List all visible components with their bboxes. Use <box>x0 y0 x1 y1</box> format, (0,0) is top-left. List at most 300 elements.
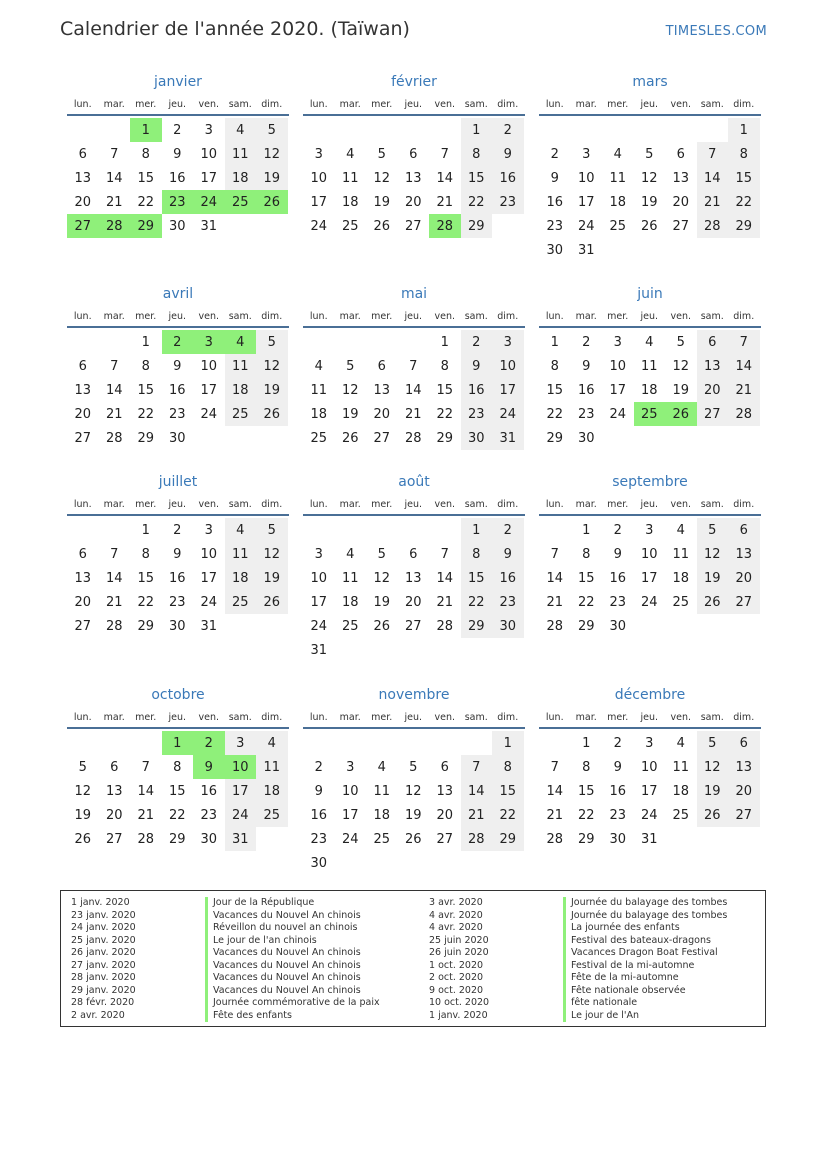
day-cell: 17 <box>492 378 524 402</box>
month-calendar <box>303 72 525 238</box>
day-cell: 11 <box>310 382 328 398</box>
day-cell: 29 <box>137 430 155 446</box>
day-cell: 13 <box>672 170 690 186</box>
day-cell: 11 <box>341 570 359 586</box>
day-cell: 26 <box>341 430 359 446</box>
holiday-name: Vacances Dragon Boat Festival <box>563 947 718 960</box>
day-cell: 2 <box>314 759 323 775</box>
day-cell: 17 <box>200 382 218 398</box>
empty-cell <box>99 330 131 354</box>
day-cell: 26 <box>256 590 288 614</box>
weekday-label: sam. <box>464 310 488 322</box>
day-cell: 10 <box>640 759 658 775</box>
weekday-label: ven. <box>434 711 455 723</box>
day-cell: 27 <box>404 218 422 234</box>
weekday-label: jeu. <box>640 498 659 510</box>
day-cell: 4 <box>377 759 386 775</box>
weekday-header <box>303 707 525 729</box>
weekday-label: lun. <box>309 711 328 723</box>
day-cell: 9 <box>173 546 182 562</box>
empty-cell <box>539 518 571 542</box>
day-cell: 7 <box>440 546 449 562</box>
empty-cell <box>335 731 367 755</box>
day-cell: 21 <box>105 194 123 210</box>
day-cell: 18 <box>373 807 391 823</box>
empty-cell <box>99 731 131 755</box>
day-cell: 16 <box>310 807 328 823</box>
weekday-label: jeu. <box>640 98 659 110</box>
holiday-name: Journée commémorative de la paix <box>205 997 380 1010</box>
day-grid <box>303 118 525 238</box>
weekday-label: mer. <box>607 498 629 510</box>
weekday-label: mar. <box>103 98 125 110</box>
weekday-header <box>539 306 761 328</box>
day-cell: 15 <box>461 166 493 190</box>
day-cell: 1 <box>550 334 559 350</box>
day-cell: 15 <box>168 783 186 799</box>
holiday-date: 26 janv. 2020 <box>71 947 136 958</box>
day-cell: 31 <box>200 218 218 234</box>
day-cell: 2 <box>461 330 493 354</box>
day-cell: 28 <box>461 827 493 851</box>
day-cell: 11 <box>609 170 627 186</box>
day-cell: 7 <box>550 546 559 562</box>
day-cell: 9 <box>550 170 559 186</box>
weekday-label: mar. <box>575 498 597 510</box>
weekday-label: sam. <box>228 310 252 322</box>
holiday-day-cell: 25 <box>634 402 666 426</box>
day-cell: 29 <box>461 214 493 238</box>
empty-cell <box>366 518 398 542</box>
weekday-label: sam. <box>700 711 724 723</box>
weekday-header <box>303 306 525 328</box>
day-cell: 8 <box>728 142 760 166</box>
day-cell: 19 <box>373 194 391 210</box>
holiday-date: 25 juin 2020 <box>429 934 489 946</box>
day-cell: 29 <box>137 618 155 634</box>
day-cell: 12 <box>341 382 359 398</box>
day-cell: 19 <box>341 406 359 422</box>
day-cell: 24 <box>200 406 218 422</box>
day-cell: 20 <box>105 807 123 823</box>
holiday-name: Journée du balayage des tombes <box>563 897 727 910</box>
day-cell: 31 <box>200 618 218 634</box>
weekday-label: lun. <box>73 498 92 510</box>
day-cell: 22 <box>728 190 760 214</box>
day-cell: 6 <box>78 546 87 562</box>
weekday-label: jeu. <box>168 98 187 110</box>
day-cell: 8 <box>582 546 591 562</box>
weekday-label: sam. <box>228 98 252 110</box>
day-cell: 28 <box>728 402 760 426</box>
day-cell: 23 <box>492 190 524 214</box>
day-cell: 23 <box>577 406 595 422</box>
day-grid <box>303 731 525 875</box>
day-cell: 21 <box>404 406 422 422</box>
day-cell: 8 <box>582 759 591 775</box>
day-cell: 26 <box>74 831 92 847</box>
day-cell: 23 <box>609 807 627 823</box>
day-cell: 4 <box>645 334 654 350</box>
holiday-day-cell: 3 <box>193 330 225 354</box>
holiday-date: 25 janv. 2020 <box>71 934 136 946</box>
day-cell: 17 <box>310 194 328 210</box>
weekday-label: ven. <box>198 498 219 510</box>
day-cell: 19 <box>256 378 288 402</box>
day-cell: 16 <box>577 382 595 398</box>
day-cell: 17 <box>200 570 218 586</box>
day-cell: 24 <box>341 831 359 847</box>
weekday-header <box>67 494 289 516</box>
holiday-name: La journée des enfants <box>563 922 680 935</box>
day-cell: 30 <box>168 618 186 634</box>
day-cell: 6 <box>697 330 729 354</box>
day-cell: 30 <box>168 218 186 234</box>
weekday-header <box>67 707 289 729</box>
month-calendar <box>303 685 525 875</box>
day-cell: 13 <box>105 783 123 799</box>
weekday-header <box>67 306 289 328</box>
day-cell: 26 <box>256 402 288 426</box>
day-cell: 14 <box>461 779 493 803</box>
day-cell: 18 <box>640 382 658 398</box>
day-cell: 31 <box>640 831 658 847</box>
holiday-name: Réveillon du nouvel an chinois <box>205 922 357 935</box>
day-cell: 24 <box>310 618 328 634</box>
day-cell: 16 <box>168 570 186 586</box>
day-cell: 24 <box>310 218 328 234</box>
weekday-label: dim. <box>497 711 519 723</box>
day-cell: 8 <box>141 546 150 562</box>
day-cell: 9 <box>492 142 524 166</box>
weekday-label: mer. <box>607 310 629 322</box>
empty-cell <box>429 518 461 542</box>
day-cell: 18 <box>672 783 690 799</box>
day-cell: 23 <box>310 831 328 847</box>
weekday-label: mar. <box>575 98 597 110</box>
day-cell: 1 <box>728 118 760 142</box>
day-cell: 3 <box>645 735 654 751</box>
day-cell: 14 <box>105 570 123 586</box>
day-cell: 24 <box>200 594 218 610</box>
day-cell: 22 <box>492 803 524 827</box>
day-cell: 21 <box>436 594 454 610</box>
day-cell: 9 <box>173 146 182 162</box>
day-cell: 23 <box>461 402 493 426</box>
holiday-day-cell: 4 <box>225 330 257 354</box>
day-cell: 10 <box>200 358 218 374</box>
day-cell: 11 <box>640 358 658 374</box>
month-calendar <box>539 72 761 262</box>
weekday-label: mar. <box>339 498 361 510</box>
empty-cell <box>67 330 99 354</box>
weekday-header <box>303 94 525 116</box>
day-cell: 5 <box>78 759 87 775</box>
day-cell: 12 <box>404 783 422 799</box>
day-cell: 11 <box>341 170 359 186</box>
holiday-date: 4 avr. 2020 <box>429 922 483 933</box>
day-cell: 17 <box>341 807 359 823</box>
holiday-date: 4 avr. 2020 <box>429 909 483 921</box>
day-cell: 29 <box>492 827 524 851</box>
month-name: février <box>391 74 437 90</box>
day-cell: 26 <box>697 803 729 827</box>
holiday-name: Vacances du Nouvel An chinois <box>205 972 361 985</box>
weekday-label: lun. <box>545 310 564 322</box>
day-cell: 27 <box>74 618 92 634</box>
day-cell: 27 <box>697 402 729 426</box>
day-cell: 31 <box>577 242 595 258</box>
day-cell: 16 <box>168 382 186 398</box>
empty-cell <box>539 118 571 142</box>
day-cell: 20 <box>74 406 92 422</box>
day-cell: 7 <box>141 759 150 775</box>
holiday-date: 1 oct. 2020 <box>429 959 484 971</box>
site-link[interactable]: TIMESLES.COM <box>665 24 767 39</box>
weekday-label: mar. <box>339 310 361 322</box>
holiday-date: 2 avr. 2020 <box>71 1009 125 1021</box>
day-cell: 9 <box>613 546 622 562</box>
day-cell: 22 <box>168 807 186 823</box>
holiday-date: 23 janv. 2020 <box>71 909 136 921</box>
day-cell: 18 <box>310 406 328 422</box>
weekday-label: mar. <box>575 310 597 322</box>
day-cell: 15 <box>137 382 155 398</box>
day-cell: 15 <box>436 382 454 398</box>
day-cell: 3 <box>204 522 213 538</box>
day-cell: 21 <box>436 194 454 210</box>
day-cell: 29 <box>461 614 493 638</box>
day-cell: 17 <box>640 570 658 586</box>
day-cell: 21 <box>105 406 123 422</box>
empty-cell <box>429 118 461 142</box>
empty-cell <box>366 330 398 354</box>
day-cell: 26 <box>373 218 391 234</box>
day-cell: 2 <box>582 334 591 350</box>
weekday-label: ven. <box>670 498 691 510</box>
weekday-label: jeu. <box>640 310 659 322</box>
day-cell: 10 <box>200 546 218 562</box>
weekday-label: jeu. <box>168 310 187 322</box>
day-cell: 12 <box>640 170 658 186</box>
holiday-date: 26 juin 2020 <box>429 947 489 958</box>
day-cell: 7 <box>440 146 449 162</box>
day-cell: 1 <box>440 334 449 350</box>
day-cell: 22 <box>137 594 155 610</box>
weekday-label: mar. <box>103 310 125 322</box>
day-cell: 14 <box>105 382 123 398</box>
weekday-label: ven. <box>198 310 219 322</box>
day-cell: 18 <box>225 166 257 190</box>
month-name: janvier <box>154 74 202 90</box>
empty-cell <box>67 518 99 542</box>
day-cell: 1 <box>582 735 591 751</box>
day-cell: 19 <box>373 594 391 610</box>
day-cell: 15 <box>461 566 493 590</box>
month-name: avril <box>162 286 194 302</box>
day-cell: 10 <box>609 358 627 374</box>
holiday-day-cell: 24 <box>193 190 225 214</box>
day-cell: 11 <box>225 142 257 166</box>
day-cell: 22 <box>577 807 595 823</box>
day-cell: 9 <box>582 358 591 374</box>
day-cell: 28 <box>137 831 155 847</box>
day-cell: 3 <box>204 122 213 138</box>
day-cell: 20 <box>74 594 92 610</box>
day-cell: 10 <box>310 170 328 186</box>
day-cell: 9 <box>613 759 622 775</box>
day-cell: 29 <box>577 831 595 847</box>
day-cell: 24 <box>577 218 595 234</box>
day-cell: 30 <box>200 831 218 847</box>
day-cell: 22 <box>461 590 493 614</box>
day-cell: 14 <box>697 166 729 190</box>
weekday-label: jeu. <box>404 498 423 510</box>
day-cell: 17 <box>577 194 595 210</box>
day-cell: 3 <box>314 546 323 562</box>
day-cell: 16 <box>168 170 186 186</box>
day-cell: 15 <box>492 779 524 803</box>
weekday-label: mer. <box>371 711 393 723</box>
day-cell: 15 <box>137 170 155 186</box>
holiday-name: Vacances du Nouvel An chinois <box>205 960 361 973</box>
day-cell: 25 <box>310 430 328 446</box>
weekday-label: mer. <box>371 98 393 110</box>
day-cell: 5 <box>256 118 288 142</box>
day-cell: 25 <box>225 402 257 426</box>
empty-cell <box>335 330 367 354</box>
month-calendar <box>67 284 289 450</box>
day-cell: 18 <box>341 194 359 210</box>
day-cell: 29 <box>728 214 760 238</box>
weekday-label: lun. <box>73 711 92 723</box>
day-cell: 4 <box>314 358 323 374</box>
day-cell: 26 <box>697 590 729 614</box>
weekday-label: lun. <box>545 98 564 110</box>
day-cell: 22 <box>577 594 595 610</box>
weekday-label: lun. <box>545 498 564 510</box>
weekday-header <box>539 494 761 516</box>
day-cell: 4 <box>676 735 685 751</box>
day-cell: 13 <box>697 354 729 378</box>
day-cell: 17 <box>640 783 658 799</box>
day-cell: 18 <box>256 779 288 803</box>
day-grid <box>67 330 289 450</box>
day-cell: 17 <box>200 170 218 186</box>
weekday-label: sam. <box>228 711 252 723</box>
day-cell: 1 <box>582 522 591 538</box>
day-cell: 30 <box>492 614 524 638</box>
day-cell: 11 <box>373 783 391 799</box>
day-cell: 12 <box>256 142 288 166</box>
weekday-label: mar. <box>103 498 125 510</box>
day-cell: 5 <box>377 546 386 562</box>
day-cell: 4 <box>676 522 685 538</box>
month-name: juillet <box>158 474 198 490</box>
day-grid <box>67 118 289 238</box>
day-cell: 5 <box>377 146 386 162</box>
weekday-label: dim. <box>733 711 755 723</box>
day-cell: 11 <box>225 542 257 566</box>
day-cell: 12 <box>373 570 391 586</box>
day-cell: 22 <box>137 406 155 422</box>
weekday-header <box>67 94 289 116</box>
day-cell: 24 <box>640 594 658 610</box>
weekday-label: mar. <box>339 98 361 110</box>
weekday-label: mer. <box>607 711 629 723</box>
day-cell: 27 <box>74 430 92 446</box>
day-cell: 12 <box>74 783 92 799</box>
day-cell: 8 <box>461 542 493 566</box>
day-cell: 13 <box>404 570 422 586</box>
holiday-name: Vacances du Nouvel An chinois <box>205 985 361 998</box>
weekday-header <box>303 494 525 516</box>
day-cell: 22 <box>436 406 454 422</box>
day-cell: 17 <box>609 382 627 398</box>
day-cell: 27 <box>436 831 454 847</box>
day-cell: 14 <box>137 783 155 799</box>
day-cell: 1 <box>141 522 150 538</box>
day-cell: 19 <box>256 166 288 190</box>
day-cell: 5 <box>346 358 355 374</box>
day-cell: 25 <box>672 594 690 610</box>
empty-cell <box>67 731 99 755</box>
empty-cell <box>398 731 430 755</box>
day-cell: 20 <box>728 779 760 803</box>
month-calendar <box>303 284 525 450</box>
holiday-day-cell: 1 <box>130 118 162 142</box>
weekday-label: sam. <box>464 498 488 510</box>
weekday-label: ven. <box>198 711 219 723</box>
holiday-name: Vacances du Nouvel An chinois <box>205 947 361 960</box>
weekday-label: lun. <box>309 498 328 510</box>
day-cell: 12 <box>373 170 391 186</box>
day-cell: 6 <box>676 146 685 162</box>
empty-cell <box>303 330 335 354</box>
day-cell: 13 <box>74 170 92 186</box>
holiday-name: Le jour de l'An <box>563 1010 639 1023</box>
weekday-label: mer. <box>135 310 157 322</box>
day-cell: 7 <box>409 358 418 374</box>
day-cell: 3 <box>492 330 524 354</box>
day-cell: 30 <box>461 426 493 450</box>
weekday-label: mar. <box>103 711 125 723</box>
day-grid <box>539 118 761 262</box>
day-cell: 13 <box>728 755 760 779</box>
day-cell: 19 <box>697 566 729 590</box>
day-cell: 21 <box>728 378 760 402</box>
day-cell: 13 <box>373 382 391 398</box>
day-cell: 3 <box>225 731 257 755</box>
day-cell: 30 <box>577 430 595 446</box>
day-cell: 25 <box>341 218 359 234</box>
day-cell: 2 <box>613 735 622 751</box>
day-cell: 14 <box>728 354 760 378</box>
empty-cell <box>303 118 335 142</box>
month-name: octobre <box>151 687 205 703</box>
day-cell: 8 <box>550 358 559 374</box>
day-cell: 18 <box>609 194 627 210</box>
day-cell: 25 <box>341 618 359 634</box>
weekday-label: dim. <box>733 98 755 110</box>
empty-cell <box>634 118 666 142</box>
month-name: septembre <box>612 474 688 490</box>
day-grid <box>67 518 289 638</box>
holiday-date: 27 janv. 2020 <box>71 959 136 971</box>
holiday-day-cell: 29 <box>130 214 162 238</box>
day-cell: 10 <box>310 570 328 586</box>
day-cell: 14 <box>546 783 564 799</box>
